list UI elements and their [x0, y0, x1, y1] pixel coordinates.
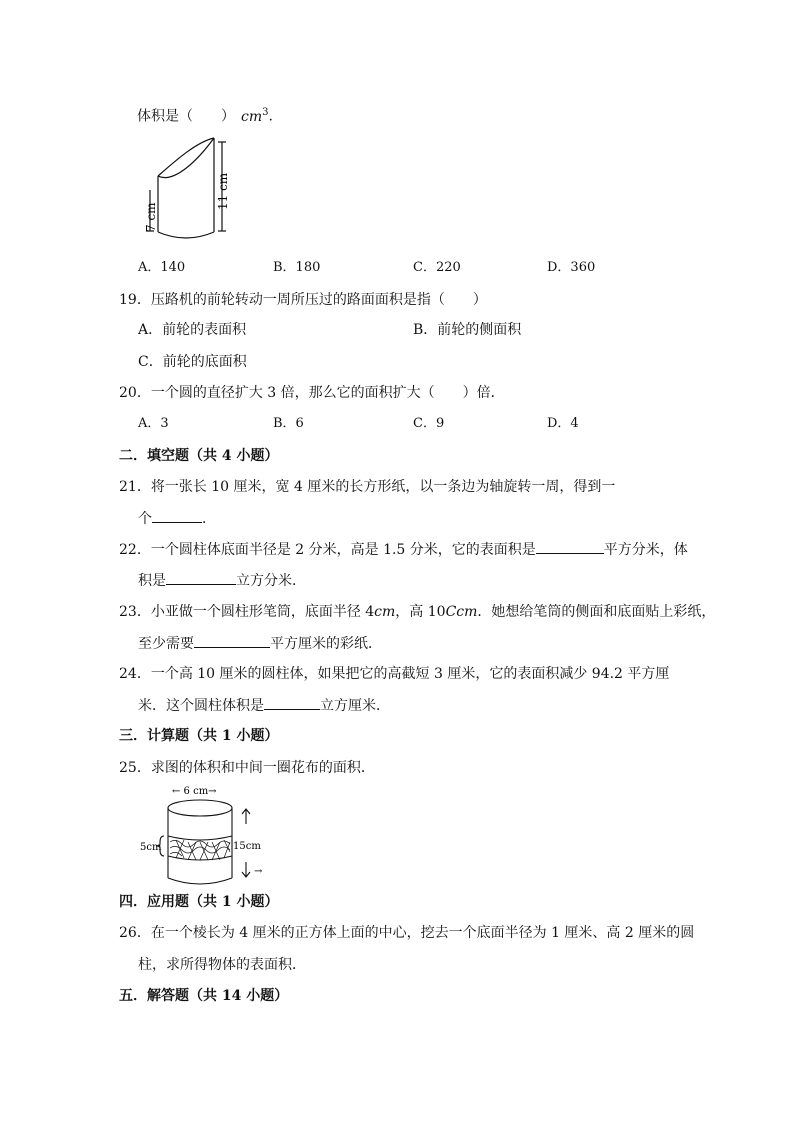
q22-line2-suffix: 立方分米． — [236, 573, 306, 589]
q21-line2 — [138, 508, 216, 529]
q19-stem: 19．压路机的前轮转动一周所压过的路面面积是指（ ） — [119, 292, 487, 308]
q22-volume-blank[interactable] — [166, 570, 236, 585]
q23-line2-suffix: 平方厘米的彩纸． — [270, 636, 382, 652]
q20-option-b[interactable]: B．6 — [273, 416, 304, 431]
q18-bottom-curve — [158, 232, 214, 238]
q18-option-b[interactable]: B．180 — [273, 260, 321, 275]
q26-line1: 26．在一个棱长为 4 厘米的正方体上面的中心，挖去一个底面半径为 1 厘米、高 2 厘米的圆 — [119, 925, 695, 941]
section-5-heading: 五．解答题（共 14 小题） — [119, 988, 289, 1004]
q25-band-top — [168, 836, 232, 840]
q18-unit-exp: 3 — [262, 107, 269, 118]
q20-stem: 20．一个圆的直径扩大 3 倍，那么它的面积扩大（ ）倍． — [119, 385, 505, 401]
q24-answer-blank[interactable] — [264, 695, 320, 710]
q23-line1 — [119, 602, 715, 622]
q25-stem: 25．求图的体积和中间一圈花布的面积． — [119, 760, 375, 776]
q18-option-c[interactable]: C．220 — [413, 260, 461, 275]
q18-right-label: 11 cm — [216, 172, 230, 210]
q21-line2-suffix: ． — [202, 511, 216, 527]
q21-line2-prefix: 个 — [138, 511, 152, 527]
q23-line1-b: ，高 10 — [395, 604, 446, 620]
q25-bottom-curve — [168, 878, 232, 884]
q18-tail-prefix: 体积是（ — [137, 108, 193, 125]
q22-line1-suffix: 平方分米，体 — [603, 542, 688, 558]
q23-line2-prefix: 至少需要 — [138, 636, 194, 652]
q25-top-label: ← 6 cm→ — [172, 786, 217, 797]
q18-answer-gap — [193, 109, 221, 125]
q20-option-d[interactable]: D．4 — [547, 416, 579, 431]
q19-option-a[interactable]: A．前轮的表面积 — [138, 322, 247, 338]
q25-patterned-band — [170, 840, 230, 860]
q26-line2: 柱，求所得物体的表面积． — [138, 957, 306, 973]
q21-line1: 21．将一张长 10 厘米，宽 4 厘米的长方形纸，以一条边为轴旋转一周，得到一 — [119, 479, 616, 495]
q18-option-a[interactable]: A．140 — [138, 260, 186, 275]
q22-line1 — [119, 539, 688, 560]
section-2-heading: 二．填空题（共 4 小题） — [119, 448, 279, 464]
q23-line1-a: 23．小亚做一个圆柱形笔筒，底面半径 4 — [119, 604, 375, 620]
q20-option-c[interactable]: C．9 — [413, 416, 445, 431]
q25-cylinder-figure — [136, 782, 276, 890]
q25-left-label: 5cm — [140, 842, 162, 853]
q22-surface-blank[interactable] — [536, 539, 604, 554]
q24-line2-suffix: 立方厘米． — [320, 698, 390, 714]
q25-top-ellipse — [168, 800, 232, 816]
q25-right-label: 15cm — [233, 841, 261, 852]
q24-line2 — [138, 695, 390, 716]
q18-top-curve-lower — [158, 138, 214, 178]
q21-answer-blank[interactable] — [152, 508, 202, 523]
q23-answer-blank[interactable] — [194, 633, 270, 648]
q25-right-arrow-mark: → — [254, 866, 263, 877]
q22-line2 — [138, 570, 306, 591]
section-3-heading: 三．计算题（共 1 小题） — [119, 728, 279, 744]
q22-line2-prefix: 积是 — [138, 573, 166, 589]
q18-unit: cm — [241, 108, 263, 125]
q19-option-b[interactable]: B．前轮的侧面积 — [413, 322, 522, 338]
q23-line1-c: ．她想给笔筒的侧面和底面贴上彩纸， — [477, 604, 716, 620]
q18-tail-end: . — [268, 108, 273, 125]
q23-unit2: Ccm — [445, 604, 478, 620]
q19-option-c[interactable]: C．前轮的底面积 — [138, 354, 247, 370]
q18-option-d[interactable]: D．360 — [547, 260, 596, 275]
q18-top-curve-upper — [158, 138, 214, 176]
q18-tail — [137, 103, 273, 127]
q18-left-label: 7 cm — [144, 202, 158, 232]
q18-tail-suffix: ） — [221, 108, 235, 125]
q20-option-a[interactable]: A．3 — [138, 416, 169, 431]
q23-line2 — [138, 633, 382, 654]
q24-line2-prefix: 米．这个圆柱体积是 — [138, 698, 264, 714]
q18-cylinder-figure — [138, 132, 238, 247]
q23-unit1: cm — [374, 604, 396, 620]
q24-line1: 24．一个高 10 厘米的圆柱体，如果把它的高截短 3 厘米，它的表面积减少 94.2 平方厘 — [119, 666, 670, 682]
q22-line1-prefix: 22．一个圆柱体底面半径是 2 分米，高是 1.5 分米，它的表面积是 — [119, 542, 536, 558]
section-4-heading: 四．应用题（共 1 小题） — [119, 894, 279, 910]
